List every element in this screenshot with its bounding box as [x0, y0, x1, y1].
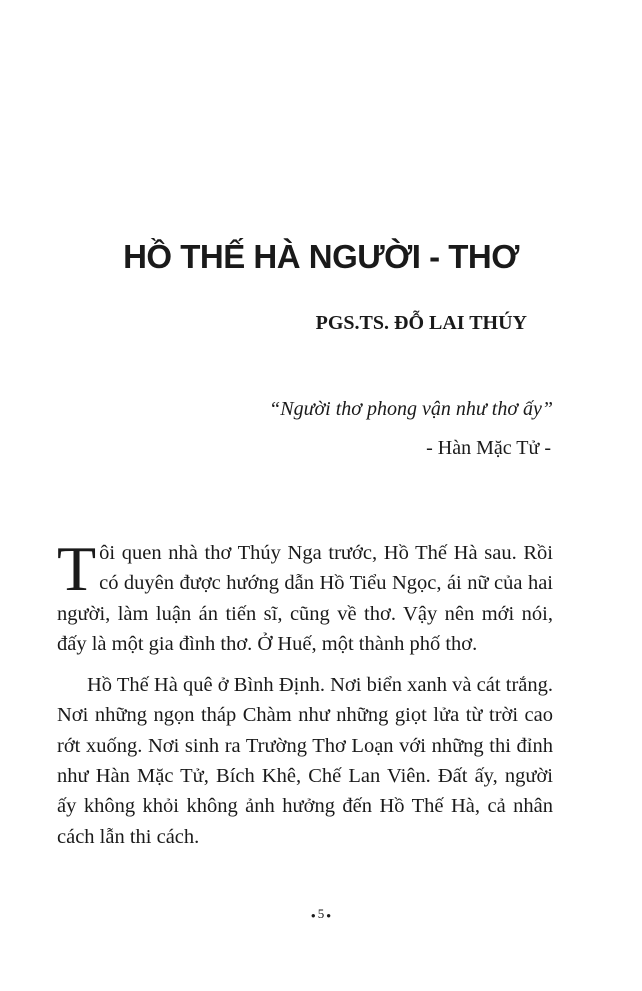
page-number-value: 5: [317, 906, 325, 921]
body-paragraph-1-text: ôi quen nhà thơ Thúy Nga trước, Hồ Thế Hà sau. Rồi có duyên được hướng dẫn Hồ Tiểu Ngọc, ái nữ của hai người, làm luận án tiến sĩ, cũng về thơ. Vậy nên mới nói, đấy là một gia đình thơ. Ở Huế, một thành phố thơ.: [57, 542, 553, 655]
chapter-title: HỒ THẾ HÀ NGƯỜI - THƠ: [123, 238, 519, 275]
chapter-body: [57, 533, 553, 852]
body-paragraph-1: [57, 533, 553, 659]
bullet-left-icon: ●: [310, 910, 316, 920]
epigraph-quote: “Người thơ phong vận như thơ ấy”: [269, 398, 553, 420]
bullet-right-icon: ●: [326, 910, 332, 920]
chapter-author: PGS.TS. ĐỖ LAI THÚY: [315, 312, 527, 334]
epigraph-source: - Hàn Mặc Tử -: [426, 437, 551, 459]
drop-cap: T: [57, 533, 97, 604]
body-paragraph-2: Hồ Thế Hà quê ở Bình Định. Nơi biển xanh và cát trắng. Nơi những ngọn tháp Chàm như những giọt lửa từ trời cao rớt xuống. Nơi sinh ra Trường Thơ Loạn với những thi đỉnh như Hàn Mặc Tử, Bích Khê, Chế Lan Viên. Đất ấy, người ấy không khỏi không ảnh hưởng đến Hồ Thế Hà, cả nhân cách lẫn thi cách.: [57, 674, 553, 848]
page-number: [0, 906, 642, 922]
